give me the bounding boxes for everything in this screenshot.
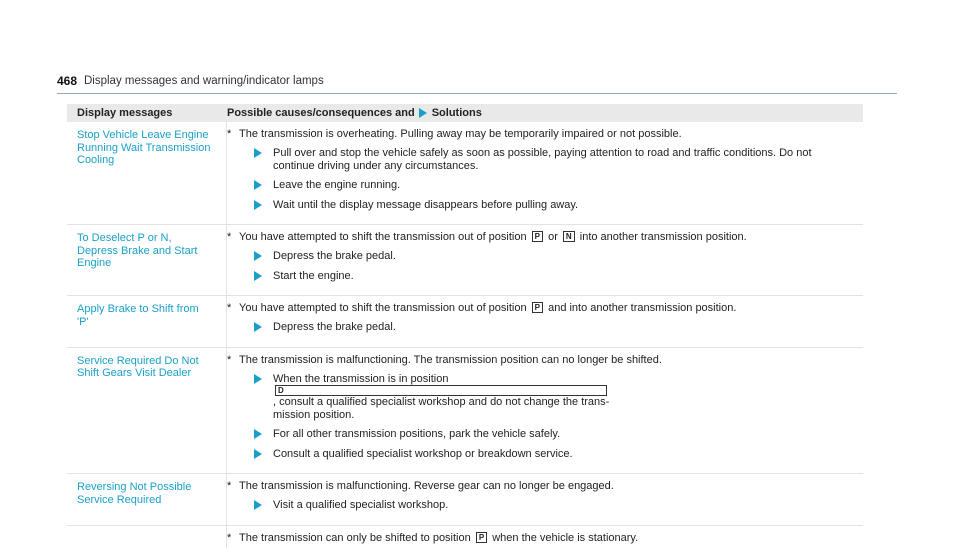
message-line: Depress Brake and Start (77, 244, 198, 257)
solution-line: Visit a qualified specialist workshop. (273, 499, 449, 511)
cause-text-content: or (548, 231, 558, 243)
column-header-messages: Display messages (77, 107, 173, 119)
asterisk-icon: * (227, 231, 232, 243)
solution-item (227, 147, 863, 179)
solution-line-part: When the transmission is in position (273, 372, 449, 385)
message-cell (67, 225, 227, 295)
solution-line: Wait until the display message disappears before pulling away. (273, 198, 579, 211)
message-line: Cooling (77, 154, 115, 166)
solution-line: Pull over and stop the vehicle safely as soon as possible, paying attention to road and traffic conditions. Do not (273, 147, 812, 159)
cause-text-content: The transmission is overheating. Pulling away may be temporarily impaired or not possible. (239, 128, 682, 140)
position-n-symbol: N (563, 231, 575, 242)
cause-text (227, 532, 863, 551)
solution-text (273, 321, 396, 334)
cause-text (227, 128, 863, 147)
solution-arrow-icon (254, 200, 262, 210)
column-header-solutions-label-b: Solutions (431, 107, 482, 119)
cause-text-content: when the vehicle is stationary. (492, 531, 639, 544)
solution-text (273, 250, 396, 263)
solution-item (227, 428, 863, 448)
cause-text-content: into another transmission position. (579, 231, 747, 243)
solution-arrow-icon (254, 148, 262, 158)
solutions-cell (227, 225, 863, 295)
message-line: To Deselect P or N, (77, 232, 172, 244)
asterisk-icon: * (227, 531, 232, 544)
message-line: Engine (77, 257, 112, 269)
solution-arrow-icon (254, 500, 262, 510)
message-line: Reversing Not Possible (77, 481, 192, 493)
solution-text (273, 199, 578, 212)
message-line: Shift Gears Visit Dealer (77, 367, 192, 379)
cause-text-content: You have attempted to shift the transmission out of position (239, 231, 527, 243)
message-line: Service Required Do Not (77, 354, 199, 367)
position-d-symbol: D (275, 385, 607, 396)
solution-text (273, 147, 812, 172)
solution-arrow-icon (254, 322, 262, 332)
cause-text (227, 302, 863, 321)
solution-item (227, 250, 863, 270)
solution-line: For all other transmission positions, park the vehicle safely. (273, 428, 561, 440)
solution-arrow-icon (254, 429, 262, 439)
solution-arrow-icon (254, 180, 262, 190)
solution-text (273, 499, 448, 512)
table-row (67, 296, 863, 348)
page-header (57, 72, 897, 94)
table-header (67, 104, 863, 122)
message-line: 'P' (77, 315, 89, 328)
solution-line: Depress the brake pedal. (273, 321, 396, 333)
message-cell (67, 526, 227, 548)
solution-text (273, 428, 560, 441)
solution-arrow-icon (254, 449, 262, 459)
solution-text (273, 270, 354, 283)
asterisk-icon: * (227, 480, 232, 492)
solution-item (227, 179, 863, 199)
page-title: Display messages and warning/indicator lamps (84, 75, 324, 87)
asterisk-icon: * (227, 302, 232, 314)
position-p-symbol: P (532, 231, 543, 242)
solutions-cell (227, 122, 863, 224)
display-messages-table (67, 104, 863, 557)
table-row (67, 348, 863, 475)
solution-item (227, 373, 863, 429)
message-line: Running Wait Transmission (77, 141, 211, 154)
message-line: Apply Brake to Shift from (77, 303, 199, 315)
solutions-cell (227, 474, 863, 525)
solution-text (273, 373, 609, 422)
solution-line: Consult a qualified specialist workshop or breakdown service. (273, 447, 573, 460)
message-cell (67, 296, 227, 347)
message-line: Stop Vehicle Leave Engine (77, 129, 209, 141)
cause-text (227, 231, 863, 250)
table-row (67, 122, 863, 225)
cause-text (227, 480, 863, 499)
asterisk-icon: * (227, 128, 232, 140)
message-line: Service Required (77, 493, 162, 506)
solution-item (227, 270, 863, 290)
cause-text-content: The transmission is malfunctioning. Reverse gear can no longer be engaged. (239, 480, 614, 492)
solution-arrow-icon (254, 251, 262, 261)
message-cell (67, 122, 227, 224)
solution-arrow-icon (254, 271, 262, 281)
table-row (67, 474, 863, 526)
solution-item (227, 448, 863, 468)
solutions-cell (227, 348, 863, 474)
solution-arrow-icon (254, 374, 262, 384)
column-header-solutions-label: Possible causes/consequences and (227, 107, 415, 119)
solution-text (273, 179, 400, 192)
solution-item (227, 321, 863, 341)
solutions-cell (227, 526, 863, 557)
solution-item (227, 499, 863, 519)
cause-text-content: The transmission can only be shifted to position (239, 531, 471, 544)
solution-line: Leave the engine running. (273, 179, 401, 191)
cause-text (227, 354, 863, 373)
cause-text-content: The transmission is malfunctioning. The transmission position can no longer be shifted. (239, 353, 662, 366)
solution-item (227, 199, 863, 219)
solution-line: Depress the brake pedal. (273, 250, 396, 262)
page-number: 468 (57, 74, 78, 88)
column-header-solutions (227, 107, 482, 119)
table-row (67, 225, 863, 296)
solution-text (273, 448, 573, 461)
position-p-symbol: P (532, 302, 543, 313)
solution-line: mission position. (273, 408, 355, 421)
message-cell (67, 474, 227, 525)
solution-line: continue driving under any circumstances. (273, 159, 479, 172)
solution-line (273, 373, 609, 409)
solution-line-part: , consult a qualified specialist workshop and do not change the trans- (273, 396, 610, 408)
message-cell (67, 348, 227, 474)
solution-line: Start the engine. (273, 269, 354, 282)
position-p-symbol: P (476, 532, 487, 543)
table-row (67, 526, 863, 557)
solutions-cell (227, 296, 863, 347)
solution-arrow-icon (419, 108, 427, 118)
cause-text-content: and into another transmission position. (548, 302, 737, 314)
asterisk-icon: * (227, 353, 232, 366)
cause-text-content: You have attempted to shift the transmission out of position (239, 302, 527, 314)
